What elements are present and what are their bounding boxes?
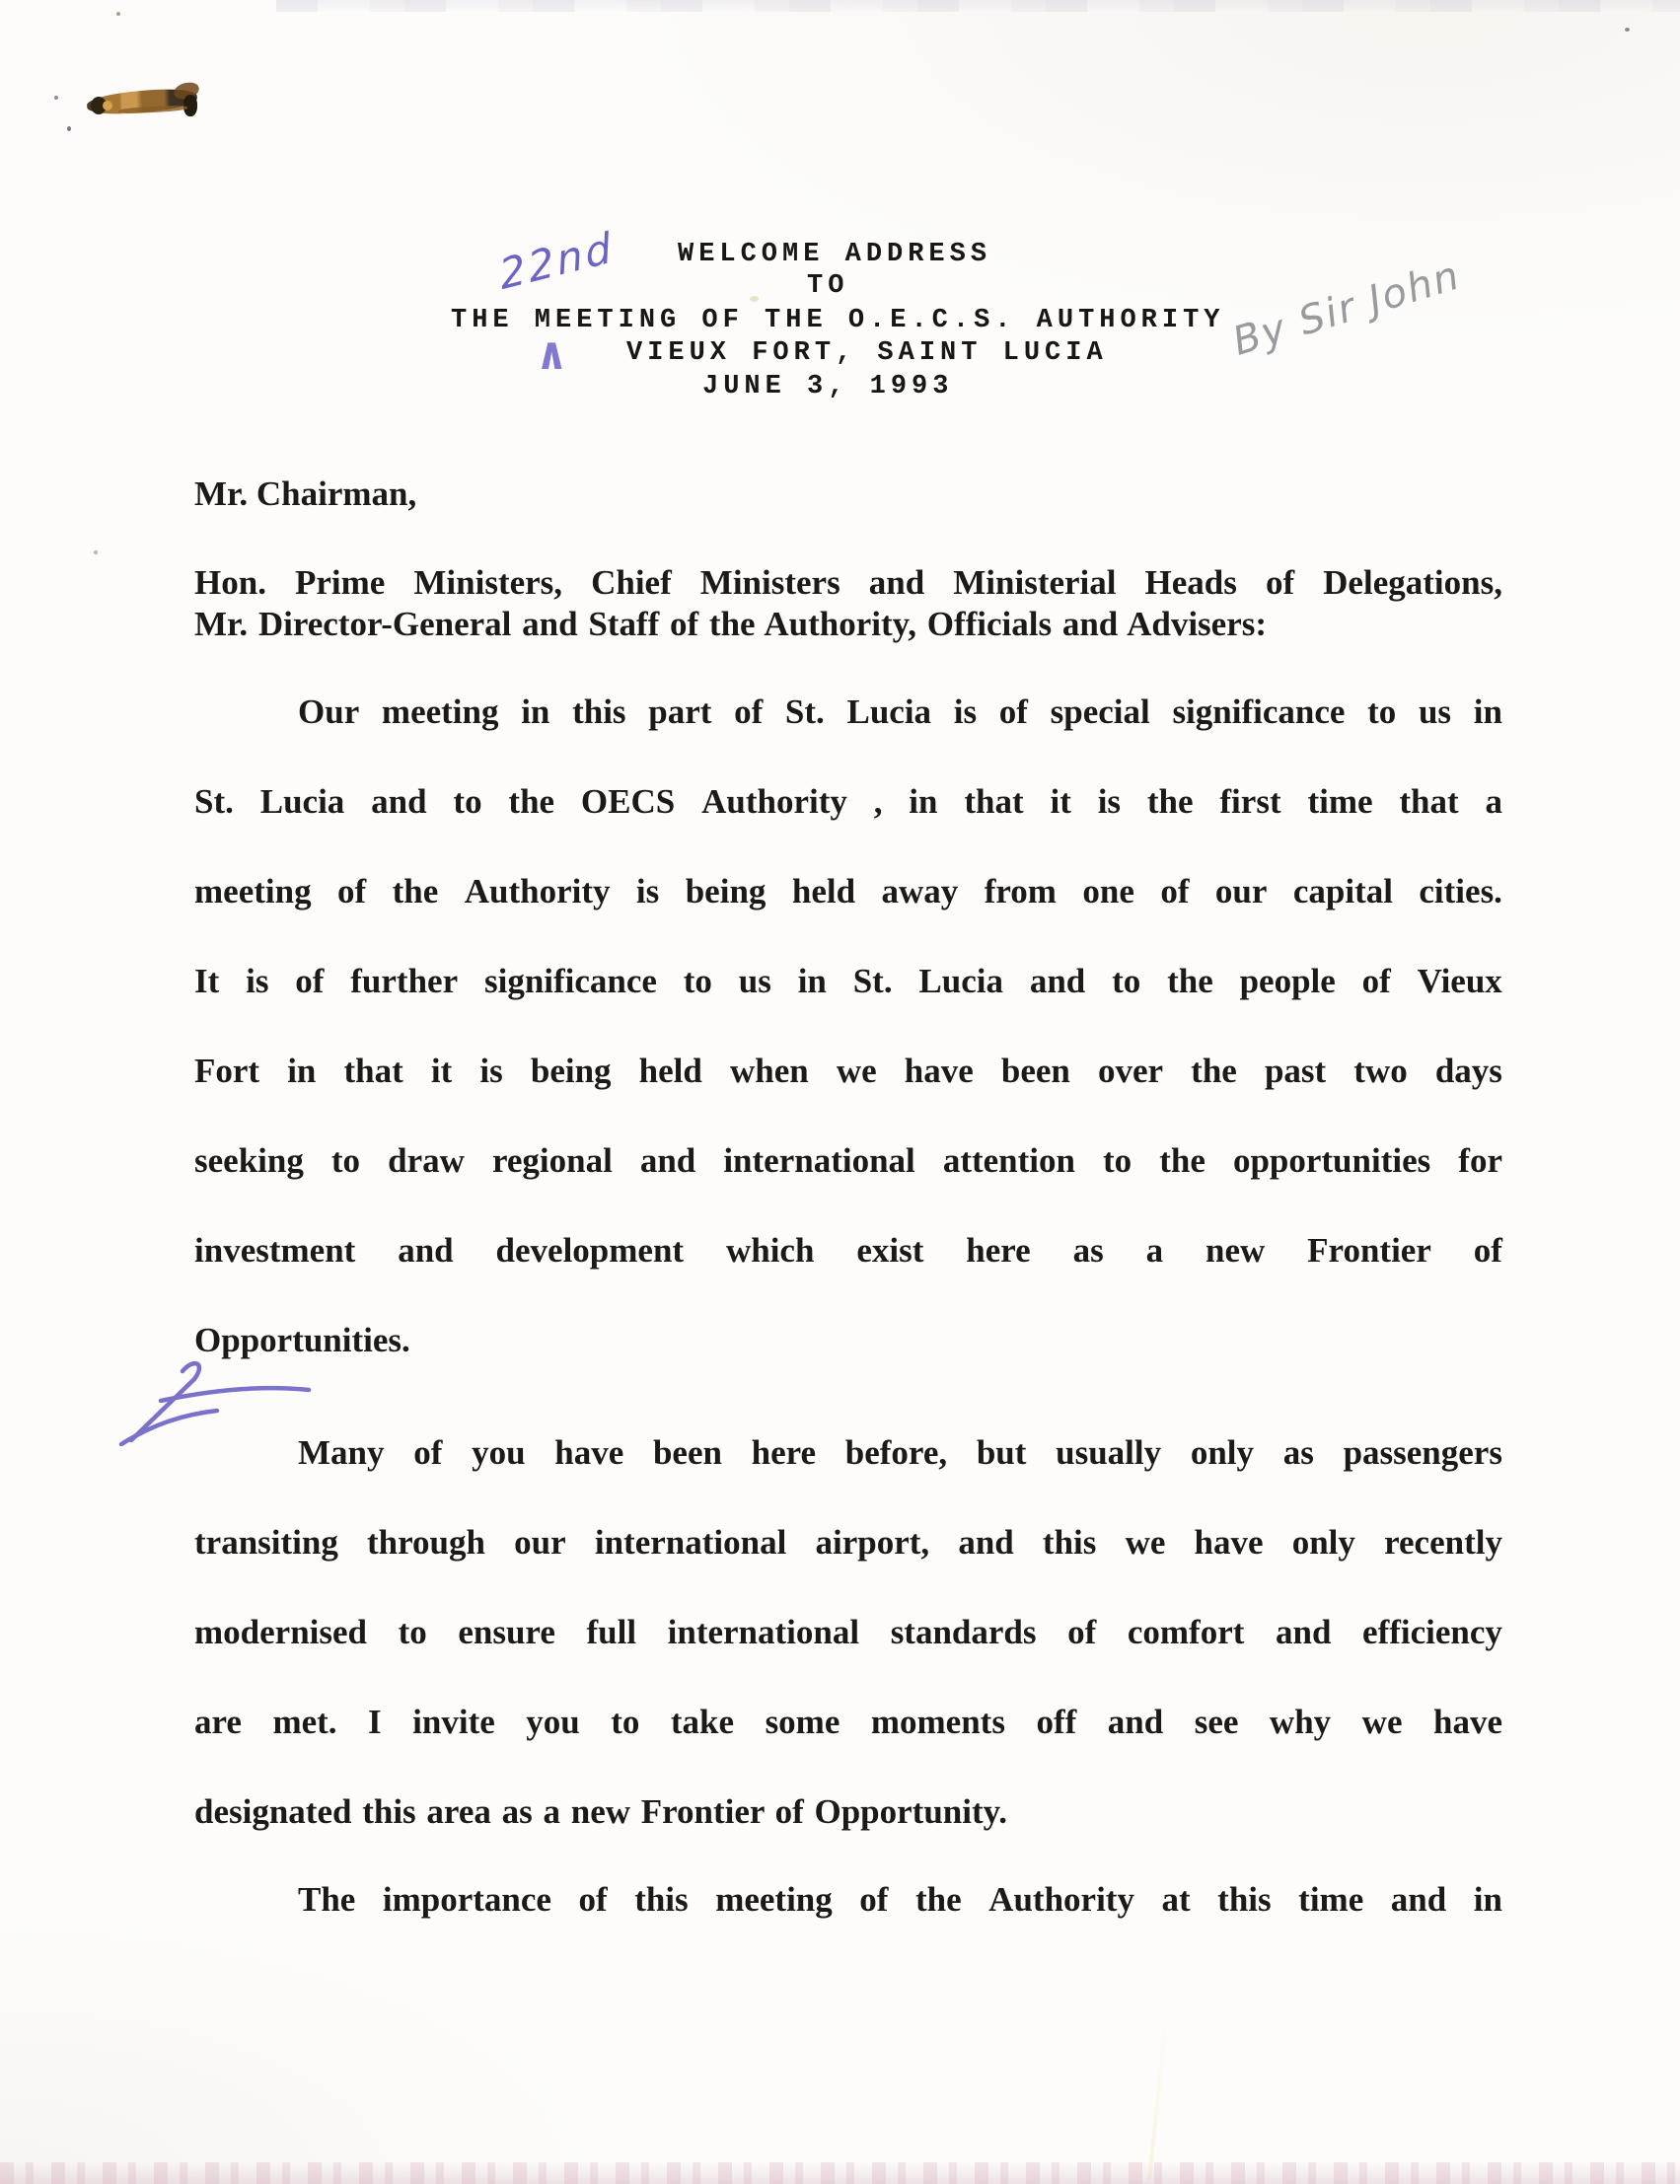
salutation-opening: Mr. Chairman, bbox=[194, 474, 417, 513]
handwritten-ordinal-note: 22nd bbox=[496, 222, 618, 300]
body-line: modernised to ensure full international standards of comfort and efficiency bbox=[194, 1613, 1502, 1651]
salutation-line: Mr. Director-General and Staff of the Authority, Officials and Advisers: bbox=[194, 605, 1268, 643]
dust-speck bbox=[67, 126, 71, 131]
rust-stain-fragment bbox=[183, 95, 197, 116]
rust-stain-fragment bbox=[91, 97, 107, 114]
scan-crease-artifact bbox=[1147, 2010, 1169, 2179]
paper-blemish bbox=[750, 296, 759, 302]
salutation-line: Hon. Prime Ministers, Chief Ministers and Ministerial Heads of Delegations, bbox=[194, 563, 1502, 602]
body-line: Our meeting in this part of St. Lucia is of special significance to us in bbox=[298, 692, 1502, 731]
header-line-date: JUNE 3, 1993 bbox=[702, 372, 954, 401]
insertion-caret-mark: ∧ bbox=[536, 328, 568, 381]
body-line: Fort in that it is being held when we have been over the past two days bbox=[194, 1052, 1502, 1090]
body-line: seeking to draw regional and international attention to the opportunities for bbox=[194, 1141, 1502, 1180]
rust-stain-fragment bbox=[172, 80, 200, 102]
dust-speck bbox=[1625, 28, 1630, 32]
rust-stain bbox=[86, 86, 197, 117]
body-line: designated this area as a new Frontier of Opportunity. bbox=[194, 1792, 1007, 1831]
handwritten-author-note: By Sir John bbox=[1227, 253, 1466, 365]
dust-speck bbox=[94, 550, 98, 554]
rust-stain-fragment bbox=[118, 105, 187, 114]
body-line: St. Lucia and to the OECS Authority , in that it is the first time that a bbox=[194, 782, 1502, 821]
header-line-to: TO bbox=[807, 271, 849, 301]
header-line-meeting: THE MEETING OF THE O.E.C.S. AUTHORITY bbox=[451, 306, 1225, 335]
rust-stain-fragment bbox=[103, 101, 112, 110]
body-line: It is of further significance to us in St. Lucia and to the people of Vieux bbox=[194, 962, 1502, 1000]
header-line-title: WELCOME ADDRESS bbox=[678, 240, 992, 269]
body-line: meeting of the Authority is being held away from one of our capital cities. bbox=[194, 872, 1502, 910]
scan-top-edge-artifact bbox=[276, 0, 1680, 12]
body-line: The importance of this meeting of the Authority at this time and in bbox=[298, 1880, 1502, 1919]
body-line: transiting through our international airport, and this we have only recently bbox=[194, 1523, 1502, 1562]
body-line: investment and development which exist here as a new Frontier of bbox=[194, 1231, 1502, 1270]
dust-speck bbox=[116, 12, 120, 16]
scan-bottom-edge-artifact bbox=[0, 2162, 1680, 2184]
body-line: Many of you have been here before, but usually only as passengers bbox=[298, 1433, 1502, 1472]
header-line-location: VIEUX FORT, SAINT LUCIA bbox=[626, 338, 1108, 368]
dust-speck bbox=[54, 96, 58, 100]
body-line: Opportunities. bbox=[194, 1321, 410, 1359]
body-line: are met. I invite you to take some moments off and see why we have bbox=[194, 1703, 1502, 1741]
